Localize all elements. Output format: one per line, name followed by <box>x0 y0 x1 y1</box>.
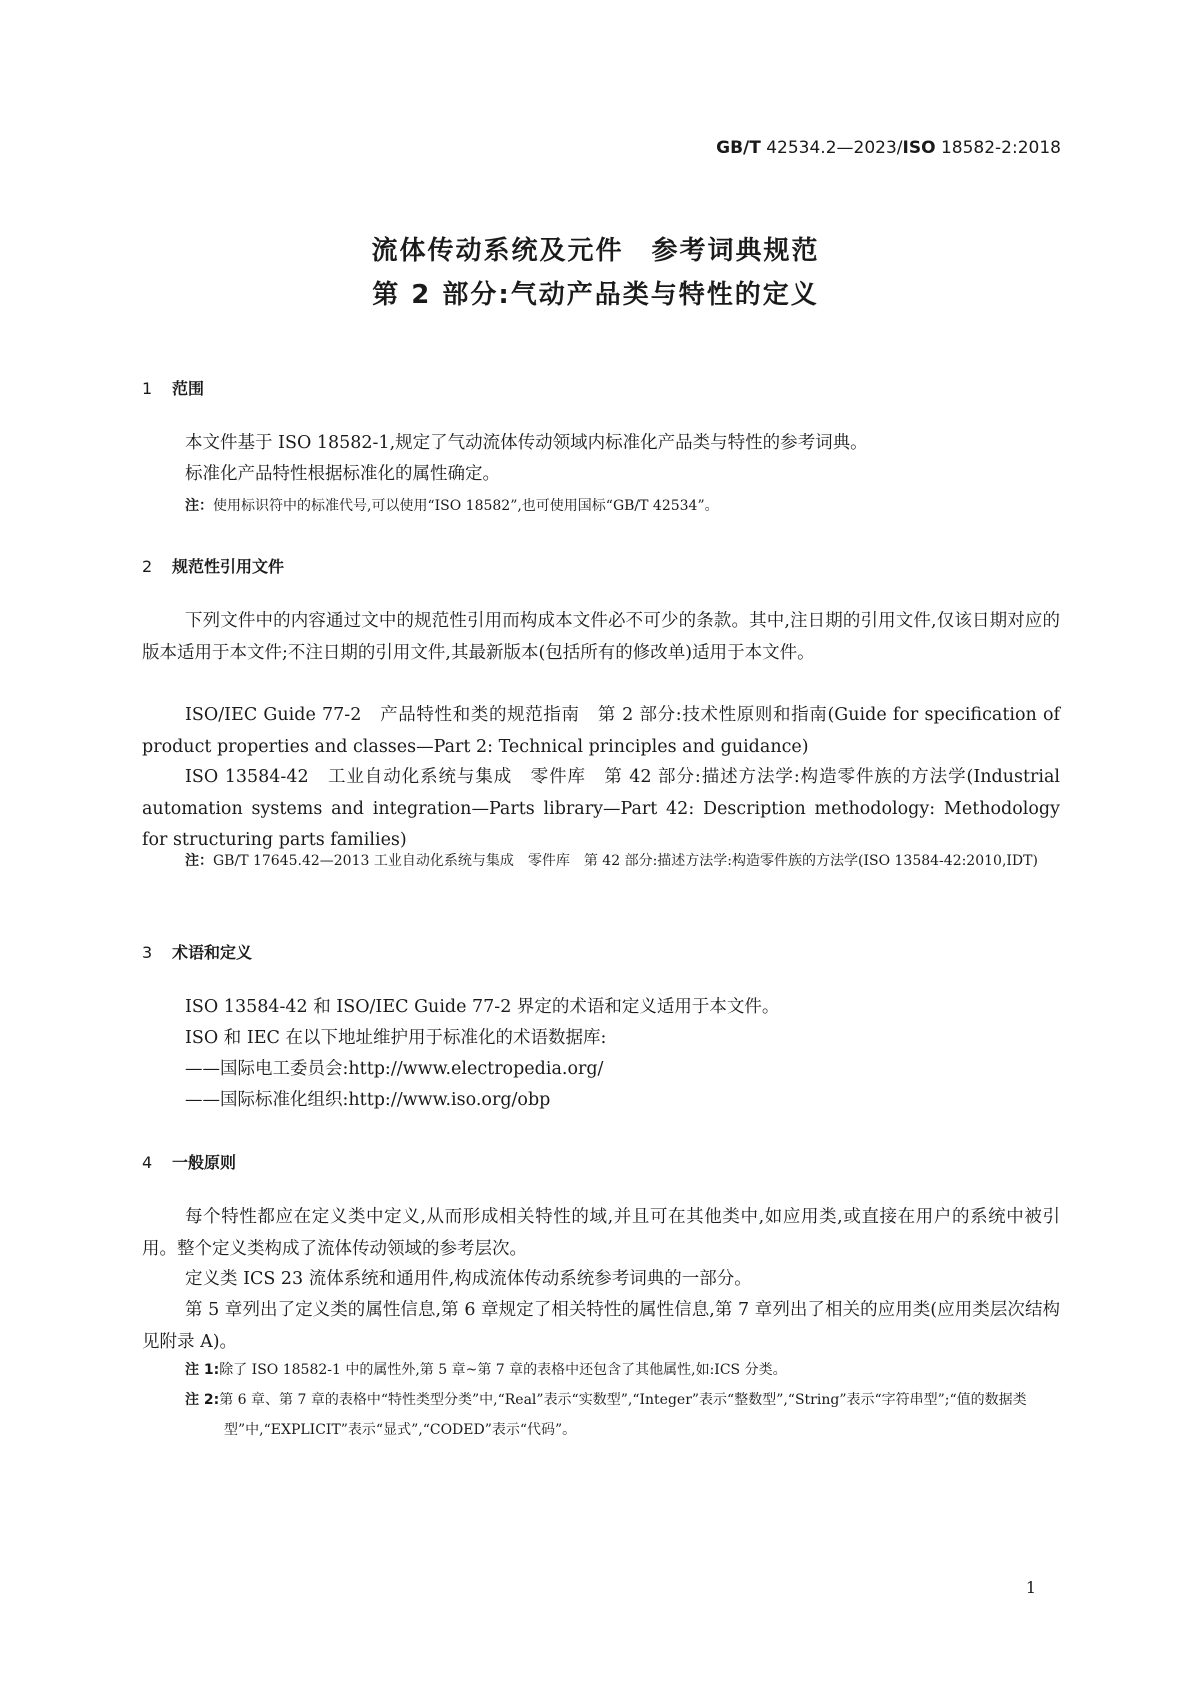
note-text: GB/T 17645.42—2013 工业自动化系统与集成 零件库 第 42 部分:描述方法学:构造零件族的方法学(ISO 13584-42:2010,IDT) <box>213 853 1038 869</box>
page-number: 1 <box>1025 1578 1036 1597</box>
standard-number <box>716 138 1061 158</box>
section-title: 规范性引用文件 <box>172 557 285 576</box>
paragraph: 标准化产品特性根据标准化的属性确定。 <box>185 464 500 484</box>
section-1-heading <box>142 376 204 399</box>
section-number: 3 <box>142 943 153 962</box>
paragraph: 下列文件中的内容通过文中的规范性引用而构成本文件必不可少的条款。其中,注日期的引用文件,仅该日期对应的版本适用于本文件;不注日期的引用文件,其最新版本(包括所有的修改单)适用于本文件。 <box>142 611 1060 663</box>
section-3-heading <box>142 940 252 963</box>
link-item: ——国际标准化组织:http://www.iso.org/obp <box>185 1090 551 1110</box>
note-label: 注： <box>185 498 213 514</box>
note <box>185 491 1060 521</box>
note-text: 使用标识符中的标准代号,可以使用“ISO 18582”,也可使用国标“GB/T 42534”。 <box>213 498 719 514</box>
note-label: 注： <box>185 853 213 869</box>
note <box>185 1385 1060 1445</box>
section-title: 术语和定义 <box>172 943 253 962</box>
reference-entry: ISO 13584-42 工业自动化系统与集成 零件库 第 42 部分:描述方法学:构造零件族的方法学(Industrial automation systems and integration—Parts library—Part 42: Description methodology: Methodology for structuring parts families) <box>142 767 1060 850</box>
std-number: 42534.2—2023/ <box>760 138 903 158</box>
paragraph: ISO 13584-42 和 ISO/IEC Guide 77-2 界定的术语和定义适用于本文件。 <box>185 997 780 1017</box>
section-number: 1 <box>142 379 153 398</box>
document-title-line-2: 第 2 部分:气动产品类与特性的定义 <box>372 280 819 310</box>
note <box>185 1355 1060 1385</box>
note-label: 注 2: <box>185 1392 220 1408</box>
iso-number: 18582-2:2018 <box>935 138 1061 158</box>
link-item: ——国际电工委员会:http://www.electropedia.org/ <box>185 1059 604 1079</box>
iso-prefix: ISO <box>902 138 936 158</box>
section-number: 2 <box>142 557 153 576</box>
note-text: 除了 ISO 18582-1 中的属性外,第 5 章~第 7 章的表格中还包含了其他属性,如:ICS 分类。 <box>219 1362 787 1378</box>
paragraph: 定义类 ICS 23 流体系统和通用件,构成流体传动系统参考词典的一部分。 <box>185 1269 752 1289</box>
section-2-heading <box>142 554 284 577</box>
paragraph: 第 5 章列出了定义类的属性信息,第 6 章规定了相关特性的属性信息,第 7 章列出了相关的应用类(应用类层次结构见附录 A)。 <box>142 1300 1060 1352</box>
paragraph: 每个特性都应在定义类中定义,从而形成相关特性的域,并且可在其他类中,如应用类,或直接在用户的系统中被引用。整个定义类构成了流体传动领域的参考层次。 <box>142 1207 1060 1259</box>
std-prefix: GB/T <box>716 138 761 158</box>
section-title: 范围 <box>172 379 205 398</box>
note <box>185 846 1060 876</box>
section-title: 一般原则 <box>172 1153 237 1172</box>
note-label: 注 1: <box>185 1362 220 1378</box>
section-4-heading <box>142 1150 236 1173</box>
section-number: 4 <box>142 1153 153 1172</box>
paragraph: 本文件基于 ISO 18582-1,规定了气动流体传动领域内标准化产品类与特性的参考词典。 <box>185 433 868 453</box>
note-text: 第 6 章、第 7 章的表格中“特性类型分类”中,“Real”表示“实数型”,“Integer”表示“整数型”,“String”表示“字符串型”;“值的数据类型”中,“EXPLICIT”表示“显式”,“CODED”表示“代码”。 <box>219 1392 1027 1438</box>
document-title-line-1: 流体传动系统及元件 参考词典规范 <box>371 236 820 266</box>
paragraph: ISO 和 IEC 在以下地址维护用于标准化的术语数据库: <box>185 1028 607 1048</box>
reference-entry: ISO/IEC Guide 77-2 产品特性和类的规范指南 第 2 部分:技术性原则和指南(Guide for specification of product properties and classes—Part 2: Technical principles and guidance) <box>142 705 1060 757</box>
